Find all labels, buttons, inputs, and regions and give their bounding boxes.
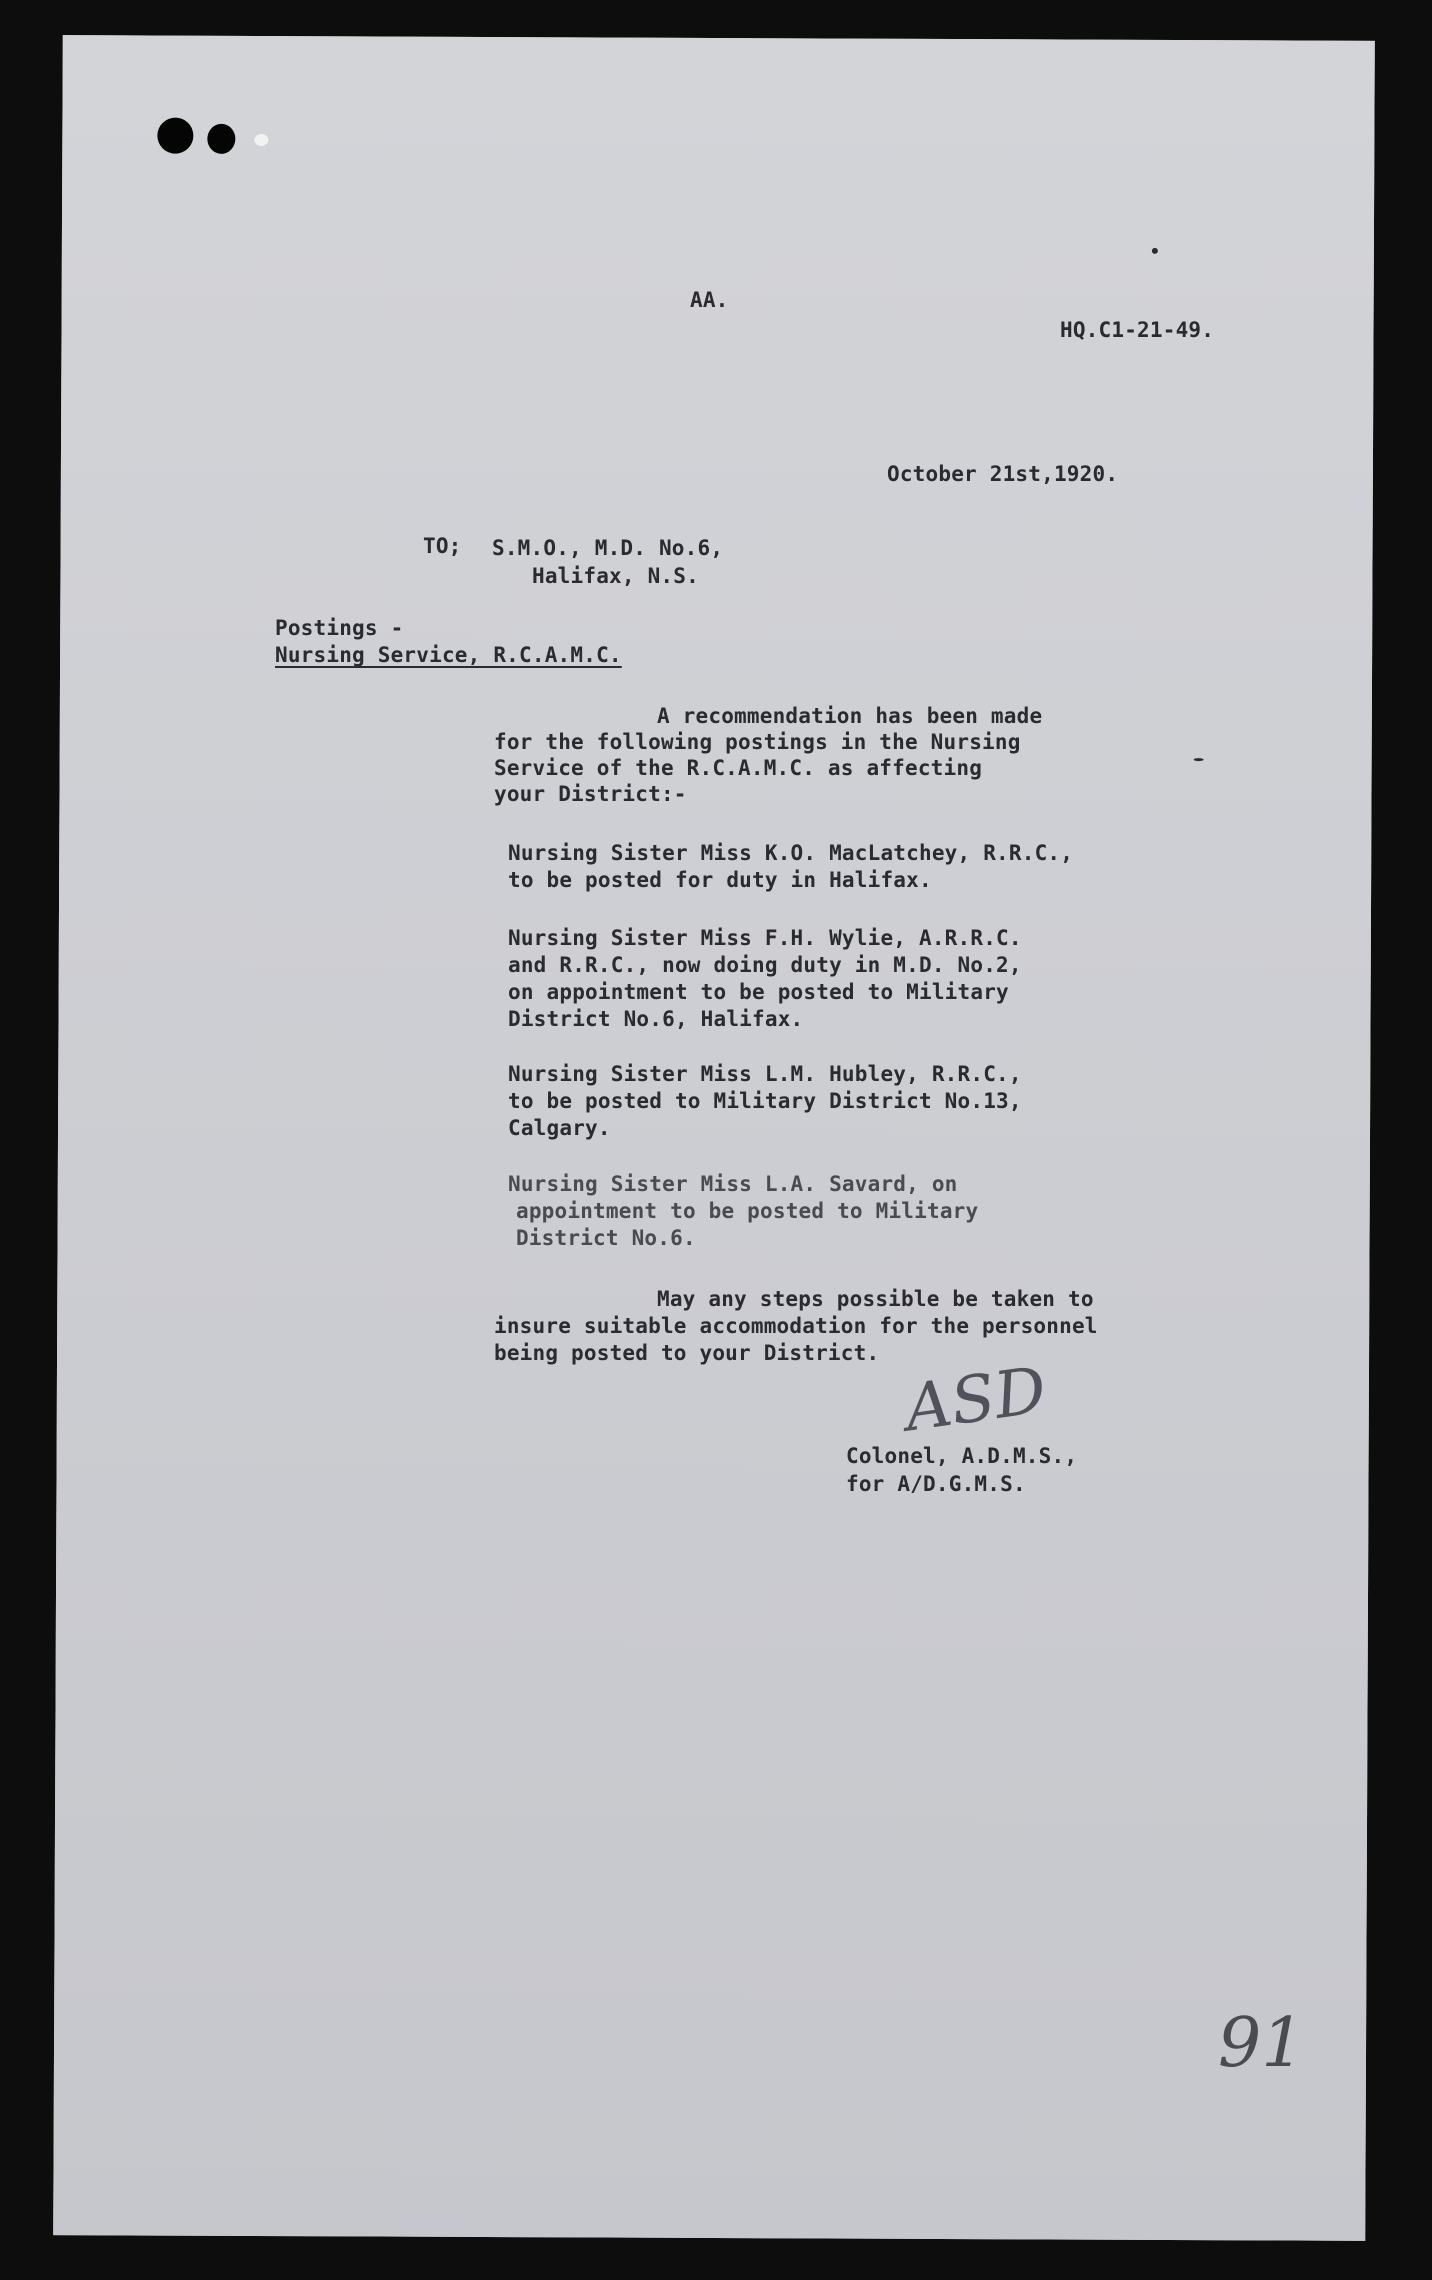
ink-speck xyxy=(1194,758,1204,761)
posting-line: on appointment to be posted to Military xyxy=(508,980,1009,1004)
signature-title: Colonel, A.D.M.S., xyxy=(846,1444,1078,1468)
ink-speck xyxy=(1152,248,1158,254)
posting-line: District No.6, Halifax. xyxy=(508,1007,804,1031)
posting-line: appointment to be posted to Military xyxy=(516,1199,979,1223)
closing-line: May any steps possible be taken to xyxy=(657,1287,1094,1311)
signature-for: for A/D.G.M.S. xyxy=(846,1472,1026,1496)
reference-number: HQ.C1-21-49. xyxy=(1060,318,1215,342)
to-label: TO; xyxy=(423,534,462,558)
address-line-2: Halifax, N.S. xyxy=(532,564,699,588)
closing-line: being posted to your District. xyxy=(494,1341,880,1365)
intro-line: for the following postings in the Nursing xyxy=(494,730,1021,754)
file-mark: AA. xyxy=(690,288,729,312)
intro-line: Service of the R.C.A.M.C. as affecting xyxy=(494,756,983,780)
posting-line: to be posted to Military District No.13, xyxy=(508,1089,1022,1113)
intro-line: your District:- xyxy=(494,782,687,806)
posting-line: to be posted for duty in Halifax. xyxy=(508,868,932,892)
address-line-1: S.M.O., M.D. No.6, xyxy=(492,536,724,560)
punch-hole xyxy=(157,118,193,154)
document-page xyxy=(53,35,1375,2241)
page-number: 91 xyxy=(1218,2004,1305,2083)
punch-hole xyxy=(254,134,268,146)
letter-date: October 21st,1920. xyxy=(887,462,1119,486)
posting-line: Calgary. xyxy=(508,1116,611,1140)
posting-line: Nursing Sister Miss K.O. MacLatchey, R.R.C., xyxy=(508,841,1074,865)
handwritten-initials: ASD xyxy=(900,1353,1051,1447)
posting-line: Nursing Sister Miss L.M. Hubley, R.R.C., xyxy=(508,1062,1022,1086)
punch-hole xyxy=(207,124,235,154)
subject-line-1: Postings - xyxy=(275,616,404,640)
posting-line: Nursing Sister Miss L.A. Savard, on xyxy=(508,1172,958,1196)
posting-line: Nursing Sister Miss F.H. Wylie, A.R.R.C. xyxy=(508,926,1022,950)
intro-line: A recommendation has been made xyxy=(657,704,1043,728)
posting-line: and R.R.C., now doing duty in M.D. No.2, xyxy=(508,953,1022,977)
closing-line: insure suitable accommodation for the personnel xyxy=(494,1314,1098,1338)
posting-line: District No.6. xyxy=(516,1226,696,1250)
subject-line-2: Nursing Service, R.C.A.M.C. xyxy=(275,643,622,667)
